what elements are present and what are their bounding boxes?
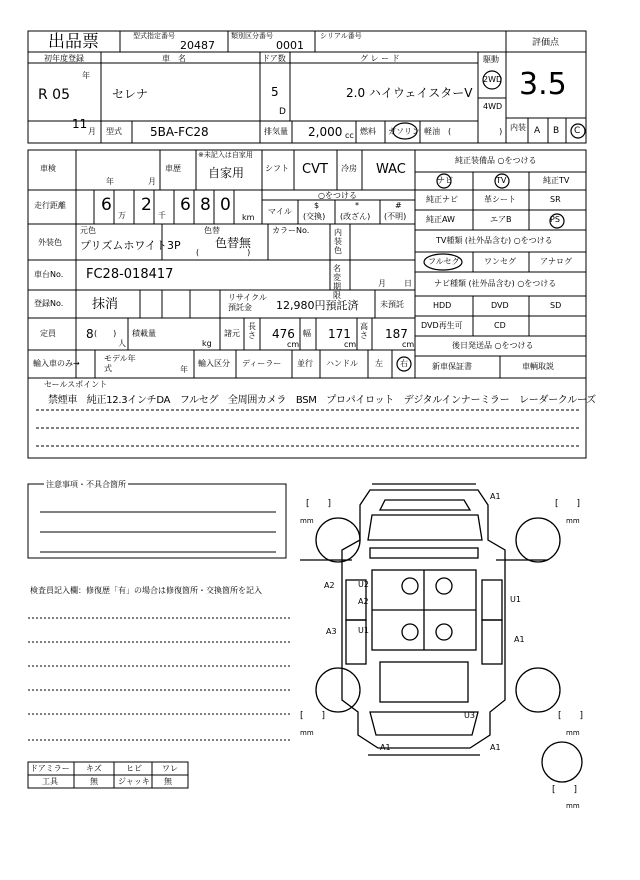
history-note: ※未記入は自家用 bbox=[198, 151, 253, 159]
inspection-month-unit: 月 bbox=[148, 177, 156, 186]
paint-label: 色替 bbox=[204, 226, 220, 235]
paint-bracket: ( ) bbox=[196, 248, 251, 257]
mm-fl: mm bbox=[300, 517, 314, 525]
bracket-spare: [ ] bbox=[552, 785, 578, 795]
load-label: 積載量 bbox=[132, 329, 156, 338]
car-name: セレナ bbox=[112, 87, 149, 101]
mark-a2: A2 bbox=[358, 597, 369, 606]
equip-airbag: エアB bbox=[490, 215, 512, 224]
bt-tools-label: 工具 bbox=[42, 777, 58, 786]
height-label: 高さ bbox=[360, 322, 368, 340]
equipment-header: 純正装備品 ○をつける bbox=[455, 156, 537, 165]
chassis-label: 車台No. bbox=[34, 270, 64, 279]
bt-header-mirror: ドアミラー bbox=[30, 764, 70, 773]
displacement-label: 排気量 bbox=[264, 127, 288, 136]
mileage-d3: 6 bbox=[180, 195, 191, 215]
bracket-fr: [ ] bbox=[555, 499, 581, 509]
era-year: R 05 bbox=[38, 87, 70, 103]
not-deposited: 未預託 bbox=[380, 300, 404, 309]
fuel-label: 燃料 bbox=[360, 127, 376, 136]
mark-u3: U3 bbox=[464, 711, 475, 720]
navi-dvd-play: DVD再生可 bbox=[421, 321, 463, 330]
navi-hdd: HDD bbox=[433, 301, 452, 310]
chassis-day-unit: 日 bbox=[404, 279, 412, 288]
interior-label: 内装 bbox=[510, 123, 526, 132]
width-value: 171 bbox=[328, 327, 351, 341]
category-label: 類別区分番号 bbox=[231, 32, 273, 40]
docs-warranty: 新車保証書 bbox=[432, 362, 472, 371]
inspection-label: 車検 bbox=[40, 164, 56, 173]
drive-2wd: 2WD bbox=[483, 75, 503, 84]
shift-value: CVT bbox=[302, 162, 328, 177]
width-label: 幅 bbox=[303, 329, 311, 338]
docs-header: 後日発送品 ○をつける bbox=[452, 341, 534, 350]
size-label: 諸元 bbox=[224, 329, 240, 338]
drive-4wd: 4WD bbox=[483, 102, 503, 111]
month-unit: 月 bbox=[88, 127, 96, 136]
mileage-circle-note: ○をつける bbox=[318, 191, 357, 200]
bt-jack-value: 無 bbox=[164, 777, 172, 786]
model-year-label: モデル年式 bbox=[104, 354, 136, 373]
mark-u2: U2 bbox=[358, 580, 369, 589]
interior-c: C bbox=[574, 126, 581, 136]
fuel-value: ガソリン bbox=[388, 127, 420, 136]
category: 0001 bbox=[276, 39, 304, 52]
equip-genuine-tv: 純正TV bbox=[543, 176, 570, 185]
mark-u1-right: U1 bbox=[510, 595, 521, 604]
bt-header-scratch: キズ bbox=[86, 764, 102, 773]
mileage-man: 万 bbox=[118, 211, 126, 220]
doors-label: ドア数 bbox=[262, 54, 286, 63]
recycle-value: 12,980円預託済 bbox=[276, 299, 359, 312]
mileage-d1: 6 bbox=[101, 195, 112, 215]
car-name-label: 車 名 bbox=[162, 54, 186, 63]
bracket-rl: [ ] bbox=[300, 711, 326, 721]
bt-tools-value: 無 bbox=[90, 777, 98, 786]
equip-ps: PS bbox=[550, 215, 560, 224]
sales-label: セールスポイント bbox=[44, 380, 108, 389]
length-cm: cm bbox=[287, 340, 300, 349]
interior-b: B bbox=[553, 126, 560, 136]
handle-left: 左 bbox=[375, 359, 383, 368]
equip-navi: ナビ bbox=[437, 176, 453, 185]
capacity-value: 8 bbox=[86, 327, 94, 341]
length-label: 長さ bbox=[248, 322, 256, 340]
first-reg-month: 11 bbox=[72, 117, 88, 131]
model-label: 型式 bbox=[106, 127, 122, 136]
equip-genuine-aw: 純正AW bbox=[426, 215, 455, 224]
registration-value: 抹消 bbox=[92, 297, 119, 312]
height-value: 187 bbox=[385, 327, 408, 341]
model-value: 5BA-FC28 bbox=[150, 125, 209, 139]
serial-label: シリアル番号 bbox=[320, 32, 362, 40]
capacity-label: 定員 bbox=[40, 329, 56, 338]
height-cm: cm bbox=[402, 340, 415, 349]
chassis-value: FC28-018417 bbox=[86, 267, 174, 282]
mark-u1-left: U1 bbox=[358, 626, 369, 635]
equip-leather: 革シート bbox=[484, 195, 516, 204]
interior-color-label: 内装色 bbox=[334, 228, 342, 255]
exchange-option: (交換) bbox=[303, 212, 326, 221]
person-unit: 人 bbox=[118, 339, 126, 348]
import-label: 輸入車のみ→ bbox=[33, 359, 80, 368]
mileage-d5: 0 bbox=[220, 195, 231, 215]
door-type: D bbox=[279, 107, 286, 117]
grade-value: 2.0 ハイウェイスターV bbox=[346, 86, 473, 100]
rating-label: 評価点 bbox=[532, 38, 560, 48]
tv-header: TV種類 (社外品含む) ○をつける bbox=[436, 236, 553, 245]
tv-oneseg: ワンセグ bbox=[484, 257, 516, 266]
bt-header-crack: ヒビ bbox=[126, 764, 142, 773]
car-diagram bbox=[300, 484, 582, 782]
history-value: 自家用 bbox=[208, 166, 245, 180]
cc-unit: cc bbox=[345, 131, 354, 140]
navi-cd: CD bbox=[494, 321, 506, 330]
rating-value: 3.5 bbox=[519, 67, 567, 102]
chassis-month-unit: 月 bbox=[378, 279, 386, 288]
mm-rl: mm bbox=[300, 729, 314, 737]
mm-rr: mm bbox=[566, 729, 580, 737]
mark-a1-top: A1 bbox=[490, 492, 501, 501]
original-color-label: 元色 bbox=[80, 226, 96, 235]
doors-value: 5 bbox=[271, 85, 279, 99]
mark-a2-side: A2 bbox=[324, 581, 335, 590]
original-color: プリズムホワイト3P bbox=[80, 239, 181, 252]
oil-bracket: ( ) bbox=[448, 127, 503, 136]
docs-manual: 車輌取説 bbox=[522, 362, 554, 371]
bracket-fl: [ ] bbox=[306, 499, 332, 509]
unknown-option: (不明) bbox=[384, 212, 407, 221]
name-change-label: 名変期限 bbox=[333, 264, 341, 300]
mileage-d2: 2 bbox=[141, 195, 152, 215]
sales-text: 禁煙車 純正12.3インチDA フルセグ 全周囲カメラ BSM プロパイロット デジタルインナーミラー レーダークルーズ bbox=[48, 395, 596, 406]
unknown-sym: # bbox=[395, 201, 402, 210]
mileage-label: 走行距離 bbox=[34, 201, 66, 210]
import-type-label: 輸入区分 bbox=[198, 359, 230, 368]
capacity-paren: ( ) bbox=[94, 329, 117, 338]
exchange-sym: $ bbox=[314, 201, 320, 210]
bt-jack-label: ジャッキ bbox=[118, 777, 150, 786]
mark-a1-rear-left: A1 bbox=[380, 743, 391, 752]
ac-value: WAC bbox=[376, 162, 406, 177]
ac-label: 冷房 bbox=[341, 164, 357, 173]
dealer-option: ディーラー bbox=[242, 359, 282, 368]
history-label: 車歴 bbox=[165, 164, 181, 173]
mark-a1-rear-right: A1 bbox=[490, 743, 501, 752]
mileage-sen: 千 bbox=[158, 211, 166, 220]
paint-value: 色替無 bbox=[215, 236, 252, 250]
grade-label: グ レ ー ド bbox=[360, 54, 400, 63]
bracket-rr: [ ] bbox=[558, 711, 584, 721]
first-reg-label: 初年度登録 bbox=[44, 54, 84, 63]
length-value: 476 bbox=[272, 327, 295, 341]
navi-header: ナビ種類 (社外品含む) ○をつける bbox=[434, 279, 557, 288]
mark-a1-right: A1 bbox=[514, 635, 525, 644]
equip-tv: TV bbox=[496, 176, 507, 185]
shift-label: シフト bbox=[265, 164, 289, 173]
navi-dvd: DVD bbox=[491, 301, 509, 310]
registration-label: 登録No. bbox=[34, 299, 64, 308]
interior-a: A bbox=[534, 126, 541, 136]
equip-sr: SR bbox=[550, 195, 561, 204]
inspector-label: 検査員記入欄：修復歴「有」の場合は修復箇所・交換箇所を記入 bbox=[30, 586, 262, 595]
oil-label: 軽油 bbox=[424, 127, 440, 136]
mileage-d4: 8 bbox=[200, 195, 211, 215]
handle-label: ハンドル bbox=[326, 359, 358, 368]
sheet-title: 出品票 bbox=[48, 32, 99, 52]
tampered-option: (改ざん) bbox=[340, 212, 371, 221]
handle-right: 右 bbox=[400, 359, 408, 368]
tv-analog: アナログ bbox=[540, 257, 572, 266]
km-unit: km bbox=[242, 213, 255, 222]
mile-option: マイル bbox=[268, 207, 292, 216]
color-label: 外装色 bbox=[38, 238, 62, 247]
drive-label: 駆動 bbox=[483, 55, 499, 64]
colorno-label: カラーNo. bbox=[272, 226, 310, 235]
notes-label: 注意事項・不具合箇所 bbox=[46, 480, 126, 489]
tv-fullseg: フルセグ bbox=[428, 257, 460, 266]
recycle-label: リサイクル預託金 bbox=[228, 293, 267, 312]
mm-spare: mm bbox=[566, 802, 580, 810]
displacement-value: 2,000 bbox=[308, 125, 343, 139]
tampered-sym: * bbox=[355, 201, 359, 210]
width-cm: cm bbox=[344, 340, 357, 349]
model-number: 20487 bbox=[180, 39, 215, 52]
mm-fr: mm bbox=[566, 517, 580, 525]
equip-genuine-navi: 純正ナビ bbox=[426, 195, 458, 204]
year-unit: 年 bbox=[82, 71, 90, 80]
model-number-label: 型式指定番号 bbox=[133, 32, 175, 40]
parallel-option: 並行 bbox=[297, 359, 313, 368]
navi-sd: SD bbox=[550, 301, 562, 310]
bt-header-break: ワレ bbox=[162, 764, 178, 773]
mark-a3: A3 bbox=[326, 627, 337, 636]
import-year-unit: 年 bbox=[180, 365, 188, 374]
inspection-year-unit: 年 bbox=[106, 177, 114, 186]
kg-unit: kg bbox=[202, 339, 212, 348]
